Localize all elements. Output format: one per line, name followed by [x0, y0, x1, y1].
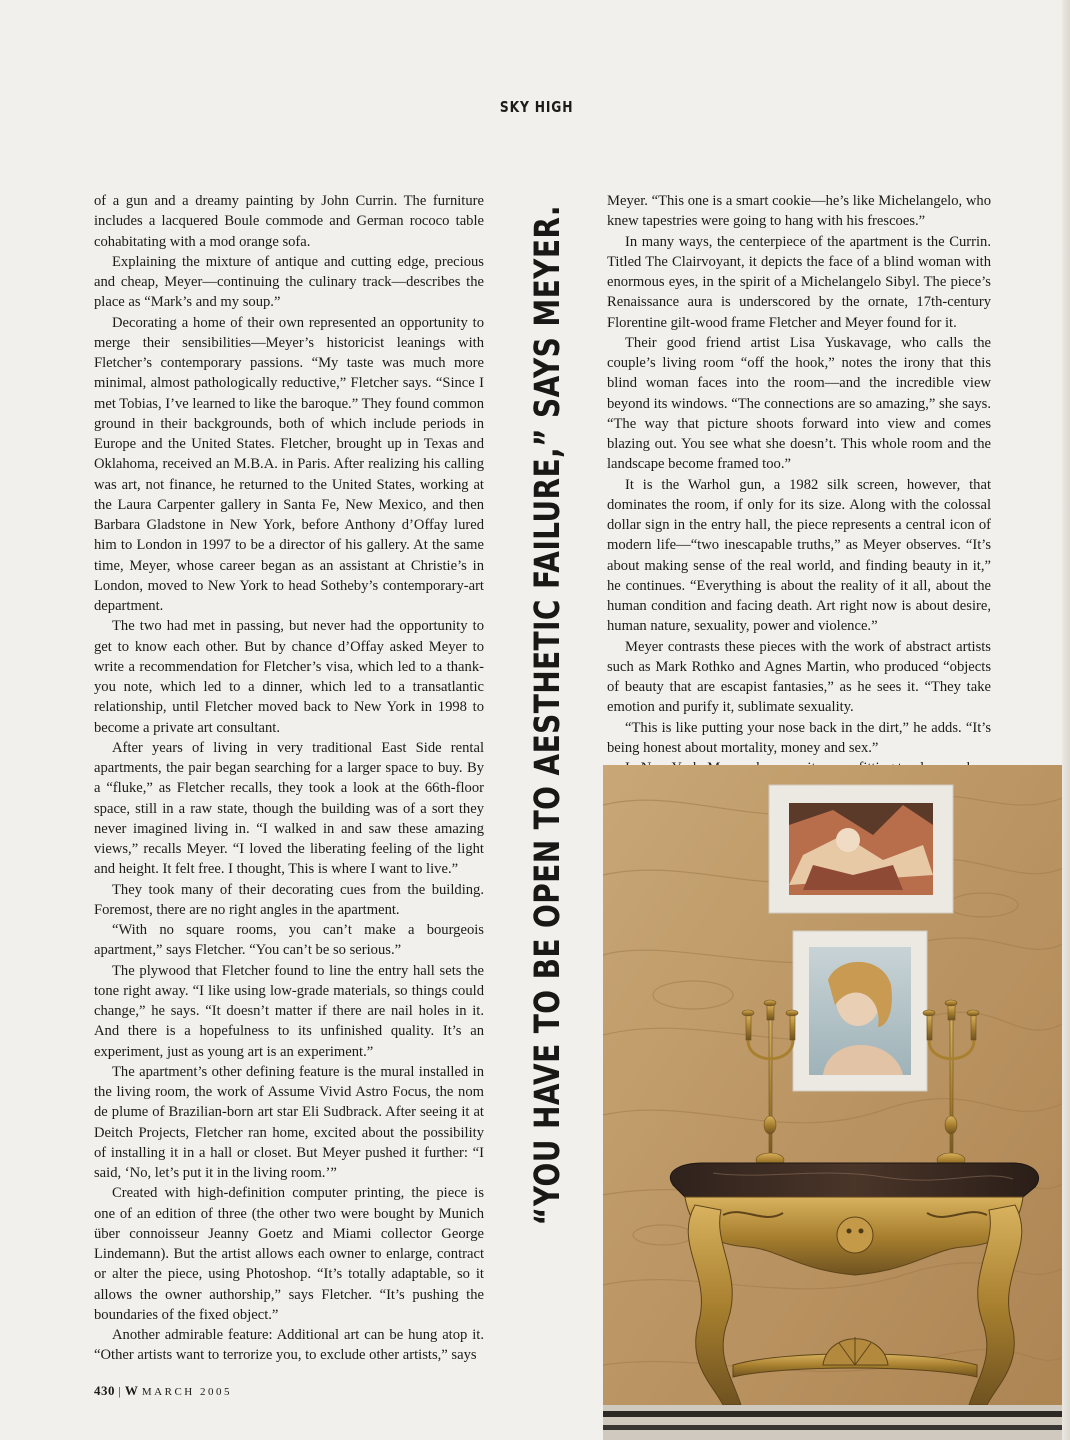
- magazine-name: W: [124, 1383, 139, 1398]
- section-label: SKY HIGH: [499, 98, 574, 116]
- paragraph: Meyer. “This one is a smart cookie—he’s like Michelangelo, who knew tapestries were going to hang with his frescoes.”: [607, 193, 991, 230]
- paragraph: Meyer contrasts these pieces with the work of abstract artists such as Mark Rothko and Agnes Martin, who produced “objects of beauty that are escapist fantasies,” as he sees it. “They take emotion and purify it, sublimate sexuality.: [607, 638, 991, 716]
- paragraph: Explaining the mixture of antique and cutting edge, precious and cheap, Meyer—continuing the culinary track—describes the place as “Mark’s and my soup.”: [94, 253, 484, 311]
- paragraph: Decorating a home of their own represented an opportunity to merge their sensibilities—Meyer’s historicist leanings with Fletcher’s contemporary passions. “My taste was much more minimal, almost pathologically reductive,” Fletcher says. “Since I met Tobias, I’ve learned to like the baroque.” They found common ground in their backgrounds, both of which include periods in Europe and the United States. Fletcher, brought up in Texas and Oklahoma, received an M.B.A. in Paris. After realizing his calling was art, not finance, he returned to the United States, working at the Laura Carpenter gallery in Santa Fe, New Mexico, and then Barbara Gladstone in New York, before Anthony d’Offay lured him to London in 1997 to be a director of his gallery. At the same time, Meyer, whose career began as an assistant at Christie’s in London, moved to New York to head Sotheby’s contemporary-art department.: [94, 314, 484, 614]
- paragraph: of a gun and a dreamy painting by John Currin. The furniture includes a lacquered Boule commode and German rococo table cohabitating with a mod orange sofa.: [94, 193, 484, 250]
- paragraph: “With no square rooms, you can’t make a bourgeois apartment,” says Fletcher. “You can’t be so serious.”: [94, 922, 484, 959]
- paragraph: The two had met in passing, but never had the opportunity to get to know each other. But by chance d’Offay asked Meyer to write a recommendation for Fletcher’s visa, which led to a thank-you note, which led to a dinner, which led to a transatlantic relationship, until Fletcher moved back to New York in 1998 to become a private art consultant.: [94, 618, 484, 736]
- paragraph: The plywood that Fletcher found to line the entry hall sets the tone right away. “I like using low-grade materials, so things could change,” he says. “It doesn’t matter if there are nail holes in it. And there is a hopefulness to its unfinished quality. It’s an experiment, just as young art is an experiment.”: [94, 962, 484, 1060]
- pull-quote-text: “YOU HAVE TO BE OPEN TO AESTHETIC FAILURE,” SAYS MEYER.: [528, 205, 568, 1226]
- issue-date: MARCH 2005: [141, 1386, 232, 1398]
- paragraph: In many ways, the centerpiece of the apartment is the Currin. Titled The Clairvoyant, it depicts the face of a blind woman with enormous eyes, in the spirit of a Michelangelo Sibyl. The piece’s Renaissance aura is underscored by the ornate, 17th-century Florentine gilt-wood frame Fletcher and Meyer found for it.: [607, 233, 991, 331]
- paragraph: Their good friend artist Lisa Yuskavage, who calls the couple’s living room “off the hook,” notes the irony that this blind woman faces into the room—and the incredible view beyond its windows. “The connections are so amazing,” she says. “The way that picture shoots forward into view and comes blazing out. You see what she doesn’t. This whole room and the landscape become framed too.”: [607, 334, 991, 473]
- paragraph: It is the Warhol gun, a 1982 silk screen, however, that dominates the room, if only for its size. Along with the colossal dollar sign in the entry hall, the piece represents a central icon of modern life—“two inescapable truths,” as Meyer observes. “It’s about making sense of the real world, and finding beauty in it,” he continues. “Everything is about the reality of it all, about the human condition and facing death. Art right now is about desire, human nature, sexuality, power and violence.”: [607, 476, 991, 635]
- paragraph: They took many of their decorating cues from the building. Foremost, there are no right angles in the apartment.: [94, 881, 484, 918]
- page-edge: [1062, 0, 1070, 1440]
- paragraph: “This is like putting your nose back in the dirt,” he adds. “It’s being honest about mortality, money and sex.”: [607, 719, 991, 756]
- folio: [94, 1383, 232, 1399]
- page-number: 430: [94, 1383, 115, 1398]
- right-text-column: [607, 191, 991, 778]
- paragraph: Another admirable feature: Additional art can be hung atop it. “Other artists want to terrorize you, to exclude other artists,” says: [94, 1327, 484, 1364]
- entry-hall-console-table-photo: [603, 765, 1070, 1440]
- left-text-column: [94, 191, 484, 1366]
- pull-quote: [523, 183, 573, 1353]
- paragraph: The apartment’s other defining feature is the mural installed in the living room, the work of Assume Vivid Astro Focus, the nom de plume of Brazilian-born art star Eli Sudbrack. After seeing it at Deitch Projects, Fletcher ran home, excited about the possibility of installing it in a hall or closet. But Meyer pushed it further: “I said, ‘No, let’s put it in the living room.’”: [94, 1063, 484, 1181]
- paragraph: Created with high-definition computer printing, the piece is one of an edition of three (the other two were bought by Munich über connoisseur Jeanny Goetz and Miami collector George Lindemann). But the artist allows each owner to enlarge, contract or alter the piece, using Photoshop. “It’s totally adaptable, so it allows the owner authorship,” says Fletcher. “It’s pushing the boundaries of the fixed object.”: [94, 1185, 484, 1323]
- paragraph: After years of living in very traditional East Side rental apartments, the pair began searching for a larger space to buy. By a “fluke,” as Fletcher recalls, they took a look at the 66th-floor space, still in a raw state, though the building was of a sort they never imagined living in. “I walked in and saw these amazing views,” recalls Meyer. “I loved the liberating feeling of the light and height. It felt free. I thought, This is where I want to live.”: [94, 739, 484, 878]
- folio-separator: |: [118, 1384, 122, 1398]
